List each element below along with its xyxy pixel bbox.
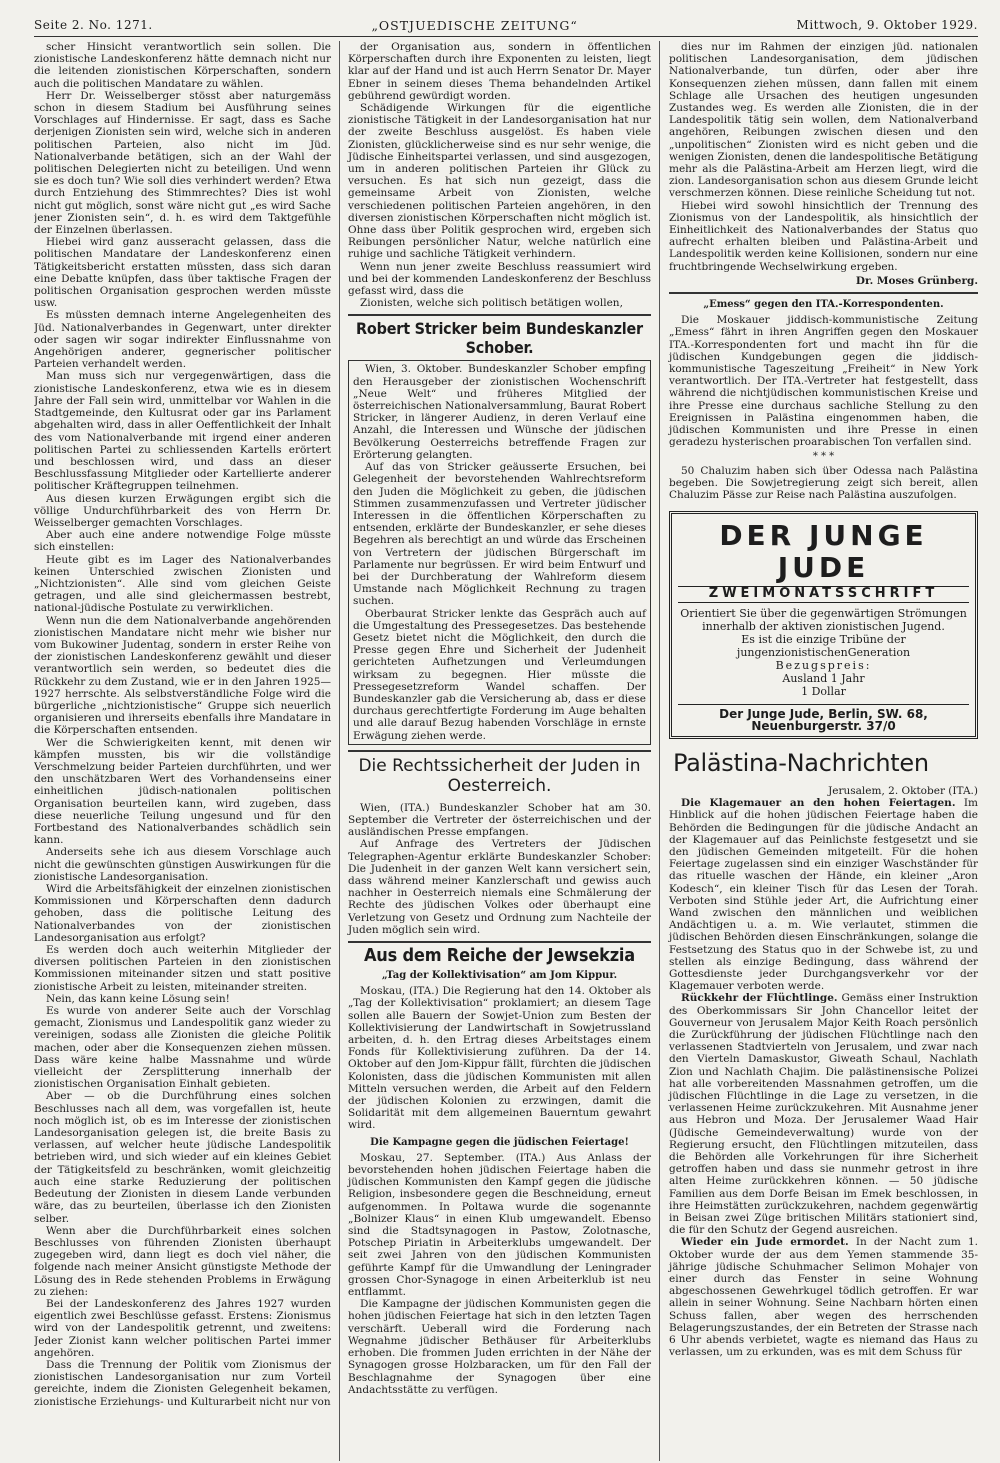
- jewsekzia-paragraph: Die Kampagne der jüdischen Kommunisten gegen die hohen jüdischen Feiertage hat sich in den letzten Tagen verschärft. Ueberall wird die Forderung nach Wegnahme jüdischer Bethäuser für Arbeiterklubs erhoben. Die frommen Juden errichten in der Nähe der Synagogen grosse Holzbaracken, um für den Fall der Beschlagnahme der Synagogen über eine Andachtsstätte zu verfügen.: [348, 1298, 651, 1396]
- article-paragraph: Heute gibt es im Lager des Nationalverbandes keinen Unterschied zwischen Zionisten und „Nichtzionisten“. Alle sind vom gleichen Geiste getragen, und alle sind gleichermassen bestrebt, national-jüdische Postulate zu verwirklichen.: [34, 553, 331, 615]
- stricker-article: [348, 360, 651, 744]
- jewsekzia-subheading-1: „Tag der Kollektivisation“ am Jom Kippur.: [381, 970, 618, 981]
- palestine-text: In der Nacht zum 1. Oktober wurde der aus dem Yemen stammende 35-jährige jüdische Schuhmacher Selimon Mohajer von einer durch das Fenster in seine Wohnung abgeschossenen Gewehrkugel tödlich getroffen. Er war allein in seiner Wohnung. Seine Nachbarn hörten einen Schuss fallen, aber wegen des herrschenden Belagerungszustandes, der ein Betreten der Strasse nach 6 Uhr abends verbietet, wagte es niemand das Haus zu verlassen, um zu erkunden, was es mit dem Schuss für: [669, 1236, 978, 1359]
- article-paragraph: Schädigende Wirkungen für die eigentliche zionistische Tätigkeit in der Landesorganisation hat nur der zweite Beschluss ausgelöst. Es haben viele Zionisten, glücklicherweise sind es nur sehr wenige, die Jüdische Einheitspartei verlassen, und sind ausgezogen, um in anderen politischen Parteien ihr Glück zu versuchen. Es hat sich nun gezeigt, dass die gemeinsame Arbeit von Zionisten, welche verschiedenen politischen Parteien angehören, in den diversen zionistischen Körperschaften nicht möglich ist. Ohne dass über Politik gesprochen wird, ergeben sich Reibungen persönlicher Natur, welche natürlich eine ruhige und sachliche Tätigkeit verhindern.: [348, 102, 651, 261]
- article-paragraph: Wenn aber die Durchführbarkeit eines solchen Beschlusses von führenden Zionisten überhaupt zugegeben wird, dann liegt es doch viel näher, die folgende nach meiner Ansicht günstigste Methode der Lösung des in Rede stehenden Problems in Erwägung zu ziehen:: [34, 1224, 331, 1298]
- divider: [669, 292, 978, 294]
- palestine-dateline: Jerusalem, 2. Oktober (ITA.): [828, 784, 978, 797]
- article-paragraph: Wien, 3. Oktober. Bundeskanzler Schober empfing den Herausgeber der zionistischen Wochenschrift „Neue Welt“ und früheres Mitglied der österreichischen Nationalversammlung, Baurat Robert Stricker, in längerer Audienz, in deren Verlauf eine Anzahl, die Interessen und Wünsche der jüdischen Bevölkerung Oesterreichs betreffende Fragen zur Erörterung gelangten.: [353, 363, 646, 461]
- chaluzim-paragraph: 50 Chaluzim haben sich über Odessa nach Palästina begeben. Die Sowjetregierung zeigt sich bereit, allen Chaluzim Pässe zur Reise nach Palästina auszufolgen.: [669, 464, 978, 502]
- column-3: [660, 41, 978, 1461]
- article-paragraph: Anderseits sehe ich aus diesem Vorschlage auch nicht die gewünschten günstigen Auswirkungen für die zionistische Landesorganisation.: [34, 846, 331, 883]
- col1-article: [34, 41, 331, 1408]
- article-paragraph: Wer die Schwierigkeiten kennt, mit denen wir kämpfen mussten, bis wir die vollständige Verschmelzung beider Parteien durchführten, und wer den unschätzbaren Wert des Vorhandenseins einer einheitlichen jüdisch-nationalen politischen Organisation beurteilen kann, wird zugeben, dass diese neuerliche Teilung ungesund und für den Fortbestand des Nationalverbandes schädlich sein kann.: [34, 736, 331, 847]
- divider: [348, 314, 651, 316]
- article-paragraph: Dass die Trennung der Politik vom Zionismus der zionistischen Landesorganisation nur zum Vorteil gereichte, indem die Zionisten Gelegenheit bekamen, zionistische Erziehungs- und Kulturarbeit nicht nur von: [34, 1358, 331, 1408]
- stricker-headline: Robert Stricker beim Bundeskanzler Schober.: [356, 319, 643, 358]
- ad-title: DER JUNGE JUDE: [719, 519, 928, 585]
- article-paragraph: Wenn nun jener zweite Beschluss reassumiert wird und bei der kommenden Landeskonferenz der Beschluss gefasst wird, dass die: [348, 260, 651, 298]
- article-paragraph: Man muss sich nur vergegenwärtigen, dass die zionistische Landeskonferenz, etwa wie es in diesem Jahre der Fall sein wird, unmittelbar vor Wahlen in die Stadtgemeinde, den Kultusrat oder gar ins Parlament abgehalten wird, dass in aller Oeffentlichkeit der Inhalt des vom Nationalverbande mit irgend einer anderen politischen Partei zu schliessenden Kartells erörtert und beschlossen wird, und dass an dieser Beschlussfassung Mitglieder oder Kartellierte anderer politischer Kräftegruppen teilnehmen.: [34, 370, 331, 493]
- rechtssicherheit-headline: Die Rechtssicherheit der Juden in Oesterreich.: [358, 755, 641, 796]
- article-paragraph: dies nur im Rahmen der einzigen jüd. nationalen politischen Landesorganisation, dem jüdischen Nationalverbande, tun dürfen, oder aber ihre Konsequenzen ziehen müssen, dann fallen mit einem Schlage alle Ursachen des heutigen ungesunden Zustandes weg. Es werden alle Zionisten, die in der Landespolitik tätig sein wollen, dem Nationalverband angehören, Reibungen zwischen diesen und den „unpolitischen“ Zionisten wird es nicht geben und die wenigen Zionisten, denen die landespolitische Betätigung mehr als die Palästina-Arbeit am Herzen liegt, wird die zion. Landesorganisation schon aus diesem Grunde leicht verschmerzen können. Diese reinliche Scheidung tut not.: [669, 41, 978, 200]
- article-paragraph: der Organisation aus, sondern in öffentlichen Körperschaften durch ihre Exponenten zu leisten, liegt klar auf der Hand und ist auch Herrn Senator Dr. Mayer Ebner in seinem dieses Thema behandelnden Artikel gebührend gewürdigt worden.: [348, 41, 651, 102]
- article-paragraph: Nein, das kann keine Lösung sein!: [46, 992, 230, 1005]
- palestine-lead: Die Klagemauer an den hohen Feiertagen.: [681, 797, 956, 810]
- palestine-lead: Wieder ein Jude ermordet.: [681, 1236, 849, 1249]
- palestine-paragraph: [669, 797, 978, 992]
- article-paragraph: Zionisten, welche sich politisch betätigen wollen,: [360, 297, 623, 310]
- palestine-paragraph: [669, 992, 978, 1236]
- column-2: [340, 41, 660, 1461]
- article-paragraph: Es werden doch auch weiterhin Mitglieder der diversen politischen Parteien in den zionistischen Kommissionen miteinander sitzen und statt positive zionistische Arbeit zu leisten, miteinander streiten.: [34, 944, 331, 993]
- article-paragraph: Es wurde von anderer Seite auch der Vorschlag gemacht, Zionismus und Landespolitik ganz wieder zu vereinigen, sodass alle Zionisten die gleiche Politik machen, oder aber die Konsequenzen ziehen müssen. Dass wäre keine halbe Massnahme und würde vielleicht der Zersplitterung innerhalb der zionistischen Organisation Einhalt gebieten.: [34, 1005, 331, 1091]
- article-paragraph: Bei der Landeskonferenz des Jahres 1927 wurden eigentlich zwei Beschlüsse gefasst. Erstens: Zionismus wird von der Landespolitik getrennt, und zweitens: Jeder Zionist kann welcher politischen Partei immer angehören.: [34, 1297, 331, 1359]
- article-paragraph: Wien, (ITA.) Bundeskanzler Schober hat am 30. September die Vertreter der österreichischen und der ausländischen Presse empfangen.: [348, 801, 651, 839]
- divider: [348, 750, 651, 752]
- article-paragraph: scher Hinsicht verantwortlich sein sollen. Die zionistische Landeskonferenz hätte demnach nicht nur die leitenden zionistischen Körperschaften, sondern auch die politischen Mandatare zu wählen.: [34, 41, 331, 90]
- article-paragraph: Auf das von Stricker geäusserte Ersuchen, bei Gelegenheit der bevorstehenden Wahlrechtsreform den Juden die Möglichkeit zu geben, die jüdischen Stimmen zusammenzufassen und Vertreter jüdischer Interessen in die öffentlichen Körperschaften zu entsenden, erklärte der Bundeskanzler, er sehe dieses Begehren als berechtigt an und würde das Erscheinen von Vertretern der jüdischen Bürgerschaft im Parlamente nur begrüssen. Er wird beim Entwurf und bei der Durchberatung der Wahlreform diesem Umstande nach Möglichkeit Rechnung zu tragen suchen.: [353, 461, 646, 608]
- article-paragraph: Hiebei wird ganz ausseracht gelassen, dass die politischen Mandatare der Landeskonferenz einen Tätigkeitsbericht erstatten müssten, dass sich daran eine Debatte knüpfen, dass über taktische Fragen der politischen Organisation gesprochen werden müsste usw.: [34, 236, 331, 310]
- ad-subtitle: ZWEIMONATSSCHRIFT: [678, 586, 969, 602]
- divider: [348, 941, 651, 943]
- author-signature: Dr. Moses Grünberg.: [855, 274, 978, 287]
- jewsekzia-paragraph: Moskau, (ITA.) Die Regierung hat den 14. Oktober als „Tag der Kollektivisation“ proklamiert; an diesem Tage sollen alle Bauern der Sowjet-Union zum Besten der Kollektivisierung der Landwirtschaft in Sowjetrussland arbeiten, d. h. den Ertrag dieses Arbeitstages einem Fonds für Kollektivisierung zuführen. Da der 14. Oktober auf den Jom-Kippur fällt, fürchten die jüdischen Kolonisten, dass die jüdischen Kommunisten mit allen Mitteln versuchen werden, die Arbeit auf den Feldern der jüdischen Kolonien zu erzwingen, damit die Solidarität mit dem allgemeinen Bauerntum gewahrt wird.: [348, 985, 651, 1132]
- rechtssicherheit-article: [348, 802, 651, 936]
- separator-stars: * * *: [812, 450, 835, 462]
- ad-address: Der Junge Jude, Berlin, SW. 68, Neuenburgerstr. 37/0: [678, 704, 969, 732]
- article-paragraph: Es müssten demnach interne Angelegenheiten des Jüd. Nationalverbandes in Gegenwart, unter direkter oder sagen wir sogar indirekter Einflussnahme von Angehörigen anderer, gegnerischer politischer Parteien verhandelt werden.: [34, 309, 331, 371]
- jewsekzia-headline: Aus dem Reiche der Jewsekzia: [363, 945, 636, 966]
- article-paragraph: Aber auch eine andere notwendige Folge müsste sich einstellen:: [34, 529, 331, 554]
- advertisement-der-junge-jude: [669, 511, 978, 739]
- article-paragraph: Oberbaurat Stricker lenkte das Gespräch auch auf die Umgestaltung des Pressegesetzes. Das bestehende Gesetz bietet nicht die Möglichkeit, den durch die Presse gegen Ehre und Sicherheit der Judenheit gerichteten Aufhetzungen und Verleumdungen wirksam zu begegnen. Hier müsste die Pressegesetzreform Wandel schaffen. Der Bundeskanzler gab die Versicherung ab, dass er diese durchaus gerechtfertigte Forderung im Auge behalten und alle darauf Bezug habenden Vorschläge in ernste Erwägung ziehen werde.: [353, 607, 646, 742]
- article-paragraph: Aber — ob die Durchführung eines solchen Beschlusses nach all dem, was vorgefallen ist, heute noch möglich ist, ob es im Interesse der zionistischen Landesorganisation gelegen ist, die breite Basis zu verlassen, auf welcher heute jüdische Landespolitik betrieben wird, und sich wieder auf ein kleines Gebiet der Tätigkeitsfeld zu beschränken, womit gleichzeitig auch eine starke Reduzierung der politischen Bedeutung der Zionisten in diesem Lande verbunden wäre, das zu beurteilen, überlasse ich den Zionisten selber.: [34, 1090, 331, 1225]
- article-paragraph: Wenn nun die dem Nationalverbande angehörenden zionistischen Mandatare nicht mehr wie bisher nur vom Bukowiner Judentag, sondern in erster Reihe von der zionistischen Landeskonferenz gewählt und dieser verantwortlich sein werden, so bedeutet dies die Rückkehr zu dem Zustand, wie er in den Jahren 1925—1927 herrschte. Als selbstverständliche Folge wird die bürgerliche „nichtzionistische“ Gruppe sich neuerlich organisieren und ihrerseits ebenfalls ihre Mandatare in die Körperschaften entsenden.: [34, 614, 331, 737]
- article-paragraph: Wird die Arbeitsfähigkeit der einzelnen zionistischen Kommissionen und Körperschaften denn dadurch gehoben, dass die politische Leitung des Nationalverbandes von der zionistischen Landesorganisation aus erfolgt?: [34, 883, 331, 944]
- jewsekzia-paragraph: Moskau, 27. September. (ITA.) Aus Anlass der bevorstehenden hohen jüdischen Feiertage haben die jüdischen Kommunisten den Kampf gegen die jüdische Religion, insbesondere gegen die Beschneidung, erneut aufgenommen. In Poltawa wurde die sogenannte „Bolnizer Klaus“ in einen Klub umgewandelt. Ebenso sind die Stadtsynagogen in Pastow, Zolotnasche, Potschep Piriatin in Arbeiterklubs umgewandelt. Der seit zwei Jahren von den jüdischen Kommunisten geführte Kampf für die Umwandlung der Leningrader grossen Chor-Synagoge in einen Arbeiterklub ist neu entflammt.: [348, 1151, 651, 1299]
- palestine-text: Gemäss einer Instruktion des Oberkommissars Sir John Chancellor leitet der Gouverneur von Jerusalem Major Keith Roach persönlich die Zurückführung der jüdischen Flüchtlinge nach den verlassenen Stadtvierteln von Jerusalem, und zwar nach den Vierteln Damaskustor, Giweath Schaul, Nachlath Zion und Nachlath Chajim. Die palästinensische Polizei hat alle vorbereitenden Massnahmen getroffen, um die jüdischen Flüchtlinge in die Lage zu versetzen, in die verlassenen Heime zurückzukehren. Mit Ausnahme jener aus Hebron und Moza. Der Jerusalemer Waad Hair (Jüdische Gemeindeverwaltung) wurde von der Regierung ersucht, den Flüchtlingen mitzuteilen, dass die Behörden alle Vorkehrungen für ihre Sicherheit getroffen haben und dass sie nunmehr getrost in ihre alten Heime zurückkehren können. — 50 jüdische Familien aus dem Dorfe Beisan im Emek beschlossen, in ihre Heimstätten zurückzukehren, nachdem gegenwärtig in Beisan zwei Züge britischen Militärs stationiert sind, die für den Schutz der Gegend ausreichen.: [669, 992, 978, 1237]
- ad-price-label: Bezugspreis:: [775, 658, 872, 672]
- ad-line: Es ist die einzige Tribüne der jungenzionistischenGeneration: [736, 632, 911, 659]
- palestine-headline: Palästina-Nachrichten: [673, 748, 929, 777]
- emess-paragraph: Die Moskauer jiddisch-kommunistische Zeitung „Emess“ fährt in ihren Angriffen gegen den Moskauer ITA.-Korrespondenten fort und macht ihn für die jüdischen Kundgebungen gegen die jiddisch-kommunistische Tageszeitung „Freiheit“ in New York verantwortlich. Der ITA.-Vertreter hat festgestellt, dass während die nichtjüdischen kommunistischen Kreise und ihre Presse eine durchaus sachliche Stellung zu den Ereignissen in Palästina eingenommen haben, die jüdischen Kommunisten und ihre Presse in einen geradezu hysterischen proarabischen Ton verfallen sind.: [669, 314, 978, 449]
- article-paragraph: Aus diesen kurzen Erwägungen ergibt sich die völlige Undurchführbarkeit des von Herrn Dr. Weisselberger gemachten Vorschlages.: [34, 492, 331, 529]
- article-paragraph: Auf Anfrage des Vertreters der Jüdischen Telegraphen-Agentur erklärte Bundeskanzler Schober: Die Judenheit in der ganzen Welt kann versichert sein, dass während meiner Kanzlerschaft und gewiss auch nachher in Oesterreich niemals eine Schmälerung der Rechte des jüdischen Volkes oder überhaupt eine Verletzung von Gesetz und Ordnung zum Nachteile der Juden möglich sein wird.: [348, 838, 651, 936]
- ad-line: Orientiert Sie über die gegenwärtigen Strömungen innerhalb der aktiven zionistischen Jugend.: [680, 606, 967, 633]
- column-1: [34, 41, 340, 1461]
- header-page-number: Seite 2. No. 1271.: [34, 18, 153, 32]
- ad-price: 1 Dollar: [801, 684, 846, 698]
- emess-subheading: „Emess“ gegen den ITA.-Korrespondenten.: [703, 299, 944, 311]
- palestine-paragraph: [669, 1236, 978, 1358]
- col3-article-continuation: [669, 41, 978, 273]
- col2-article-continuation: [348, 41, 651, 309]
- article-paragraph: Hiebei wird sowohl hinsichtlich der Trennung des Zionismus von der Landespolitik, als hinsichtlich der Einheitlichkeit des Nationalverbandes der Status quo aufrecht erhalten bleiben und Palästina-Arbeit und Landespolitik werden keine Kollisionen, sondern nur eine fruchtbringende Wechselwirkung ergeben.: [669, 199, 978, 273]
- palestine-lead: Rückkehr der Flüchtlinge.: [681, 992, 838, 1005]
- jewsekzia-subheading-2: Die Kampagne gegen die jüdischen Feiertage!: [370, 1136, 629, 1148]
- article-paragraph: Herr Dr. Weisselberger stösst aber naturgemäss schon in diesem Stadium bei Ausführung seines Vorschlages auf Hindernisse. Er sagt, dass es Sache derjenigen Zionisten sein wird, welche sich in anderen politischen Parteien, also nicht im Jüd. Nationalverbande betätigen, sich an der Wahl der politischen Delegierten nicht zu beteiligen. Und wenn sie es doch tun? Wie soll dies verhindert werden? Etwa durch Entziehung des Stimmrechtes? Dies ist wohl nicht gut möglich, sonst wäre nicht gut „es wird Sache jener Zionisten sein“, d. h. es wird dem Taktgefühle der Einzelnen überlassen.: [34, 89, 331, 237]
- header-date: Mittwoch, 9. Oktober 1929.: [796, 18, 978, 32]
- ad-price: Ausland 1 Jahr: [782, 671, 865, 685]
- page-header: [34, 14, 978, 37]
- header-masthead: „OSTJUEDISCHE ZEITUNG“: [371, 17, 578, 33]
- palestine-text: Im Hinblick auf die hohen jüdischen Feiertage haben die Behörden die Bedingungen für die jüdische Andacht an der Klagemauer auf das Peinlichste festgesetzt und sie den jüdischen Gemeinden mitgeteilt. Für die hohen Feiertage zugelassen sind ein einziger Waschständer für das rituelle waschen der Hände, ein kleiner „Aron Kodesch“, ein kleiner Tisch für das Lesen der Torah. Verboten sind Stühle jeder Art, die Aufrichtung einer Wand zwischen den männlichen und weiblichen Andächtigen u. a. m. Wie verlautet, stimmen die jüdischen Behörden diesen Einschränkungen, solange die Festsetzung des Status quo in der Schwebe ist, zu und stellen als einzige Bedingung, dass während der Gottesdienste jeder Durchgangsverkehr vor der Klagemauer verboten werde.: [669, 797, 978, 993]
